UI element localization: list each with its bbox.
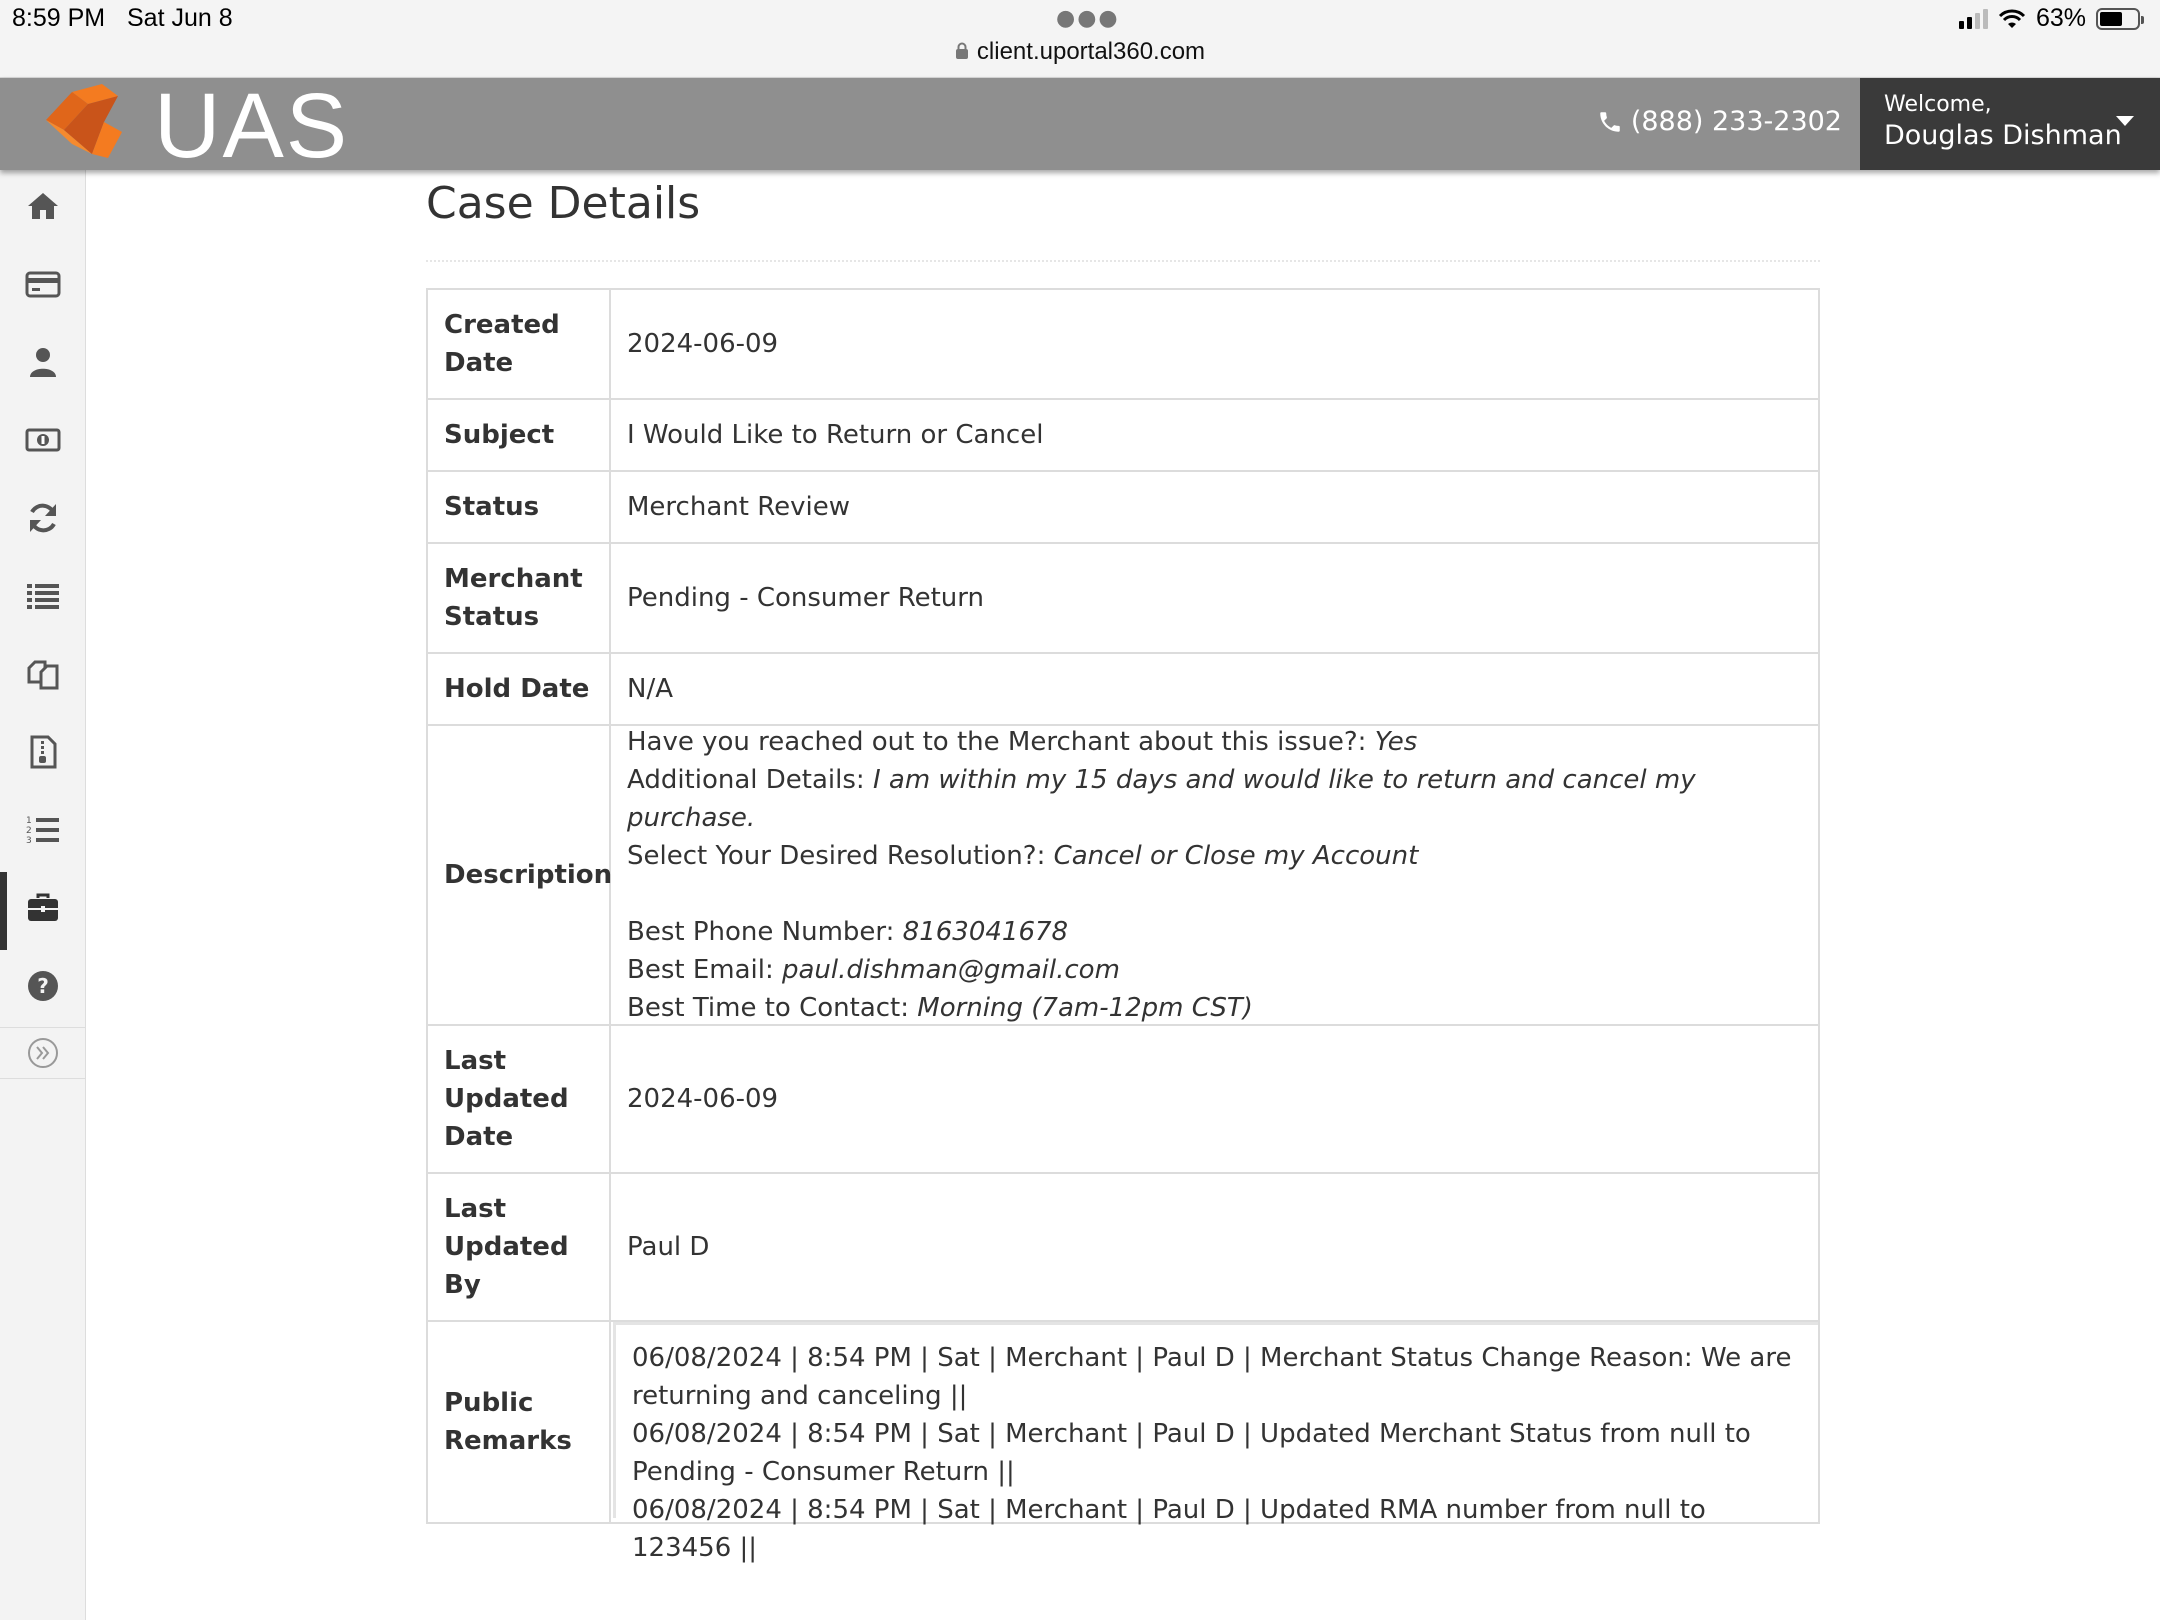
row-last-updated-date [428, 1026, 1818, 1174]
remark-entry: 06/08/2024 | 8:54 PM | Sat | Merchant | Paul D | Updated RMA number from null to 123456 || [632, 1495, 1706, 1563]
sidebar-item-recurring[interactable] [0, 482, 86, 554]
question-text: Best Email: [627, 955, 782, 985]
description-line [627, 837, 1802, 875]
list-icon [25, 578, 61, 614]
home-icon [25, 188, 61, 224]
logo-text: UAS [154, 75, 350, 177]
credit-card-icon [25, 266, 61, 302]
sidebar-item-home[interactable] [0, 170, 86, 242]
status-label: Status [428, 472, 611, 542]
created-date-label: Created Date [428, 290, 611, 398]
chevron-down-icon [2116, 116, 2134, 126]
row-hold-date [428, 654, 1818, 726]
description-blank-line [627, 875, 1802, 913]
sidebar-item-profile[interactable] [0, 326, 86, 398]
main-content [426, 170, 1820, 1563]
question-text: Best Phone Number: [627, 917, 903, 947]
svg-text:?: ? [37, 974, 49, 998]
remark-entry: 06/08/2024 | 8:54 PM | Sat | Merchant | Paul D | Updated Merchant Status from null to Pending - Consumer Return || [632, 1419, 1751, 1487]
row-created-date [428, 290, 1818, 400]
last-updated-by-label: Last Updated By [428, 1174, 611, 1320]
public-remarks-scroll-area[interactable] [613, 1322, 1818, 1563]
hold-date-label: Hold Date [428, 654, 611, 724]
answer-text: paul.dishman@gmail.com [782, 955, 1120, 985]
description-line [627, 761, 1802, 837]
merchant-status-value: Pending - Consumer Return [627, 583, 984, 613]
question-text: Select Your Desired Resolution?: [627, 841, 1054, 871]
user-icon [25, 344, 61, 380]
description-line [627, 989, 1802, 1027]
case-details-table [426, 288, 1820, 1563]
copy-icon [25, 656, 61, 692]
welcome-label: Welcome, [1884, 92, 1992, 117]
briefcase-icon [25, 890, 61, 926]
user-menu[interactable] [1860, 78, 2160, 170]
phone-number: (888) 233-2302 [1630, 106, 1842, 137]
last-updated-date-label: Last Updated Date [428, 1026, 611, 1172]
phone-icon [1597, 109, 1623, 135]
sidebar-item-transactions[interactable] [0, 560, 86, 632]
money-icon [25, 422, 61, 458]
user-name: Douglas Dishman [1884, 120, 2122, 151]
description-line [627, 723, 1802, 761]
battery-icon [2096, 8, 2140, 30]
subject-value: I Would Like to Return or Cancel [627, 420, 1044, 450]
help-icon [25, 968, 61, 1004]
double-chevron-right-icon [27, 1037, 59, 1069]
sidebar-item-documents[interactable] [0, 638, 86, 710]
sidebar-item-cases[interactable] [0, 872, 86, 944]
cellular-signal-icon [1959, 9, 1988, 29]
more-dots-icon[interactable]: ●●● [1056, 6, 1120, 31]
row-status [428, 472, 1818, 544]
answer-text: Yes [1374, 727, 1418, 757]
public-remarks-label: Public Remarks [428, 1322, 611, 1522]
refresh-icon [25, 500, 61, 536]
support-phone[interactable] [1597, 106, 1842, 137]
svg-text:3: 3 [26, 836, 32, 846]
app-header [0, 75, 2160, 177]
answer-text: Morning (7am-12pm CST) [917, 993, 1253, 1023]
uas-logo[interactable] [42, 75, 362, 177]
last-updated-by-value: Paul D [627, 1232, 710, 1262]
hold-date-value: N/A [627, 674, 673, 704]
subject-label: Subject [428, 400, 611, 470]
description-line [627, 913, 1802, 951]
row-merchant-status [428, 544, 1818, 654]
answer-text: Cancel or Close my Account [1053, 841, 1419, 871]
question-text: Best Time to Contact: [627, 993, 918, 1023]
remark-entry: 06/08/2024 | 8:54 PM | Sat | Merchant | Paul D | Merchant Status Change Reason: We are returning and canceling || [632, 1343, 1792, 1411]
lock-icon [955, 42, 969, 60]
sidebar-nav [0, 170, 86, 1620]
row-public-remarks [428, 1322, 1818, 1563]
wifi-icon [1998, 8, 2026, 30]
row-subject [428, 400, 1818, 472]
svg-text:1: 1 [26, 816, 32, 826]
status-time: 8:59 PM [12, 4, 106, 32]
ordered-list-icon [25, 812, 61, 848]
question-text: Additional Details: [627, 765, 873, 795]
url-text: client.uportal360.com [976, 38, 1206, 65]
row-description [428, 726, 1818, 1026]
sidebar-item-billing[interactable] [0, 404, 86, 476]
last-updated-date-value: 2024-06-09 [627, 1084, 779, 1114]
svg-text:2: 2 [26, 826, 32, 836]
sidebar-item-payments[interactable] [0, 248, 86, 320]
sidebar-item-files[interactable] [0, 716, 86, 788]
description-label: Description [428, 726, 611, 1024]
sidebar-item-orders[interactable] [0, 794, 86, 866]
answer-text: I am within my 15 days and would like to return and cancel my purchase. [627, 765, 1696, 833]
created-date-value: 2024-06-09 [627, 329, 779, 359]
question-text: Have you reached out to the Merchant about this issue?: [627, 727, 1375, 757]
answer-text: 8163041678 [902, 917, 1069, 947]
status-date: Sat Jun 8 [127, 4, 233, 32]
status-value: Merchant Review [627, 492, 850, 522]
logo-mark-icon [42, 82, 162, 166]
ios-status-bar [0, 0, 2160, 78]
description-line [627, 951, 1802, 989]
row-last-updated-by [428, 1174, 1818, 1322]
zip-file-icon [25, 734, 61, 770]
page-title: Case Details [426, 170, 1820, 262]
address-bar[interactable] [0, 38, 2160, 66]
merchant-status-label: Merchant Status [428, 544, 611, 652]
battery-percent: 63% [2035, 4, 2086, 32]
description-value [611, 726, 1818, 1024]
sidebar-collapse-toggle[interactable] [0, 1027, 86, 1079]
sidebar-item-help[interactable] [0, 950, 86, 1022]
